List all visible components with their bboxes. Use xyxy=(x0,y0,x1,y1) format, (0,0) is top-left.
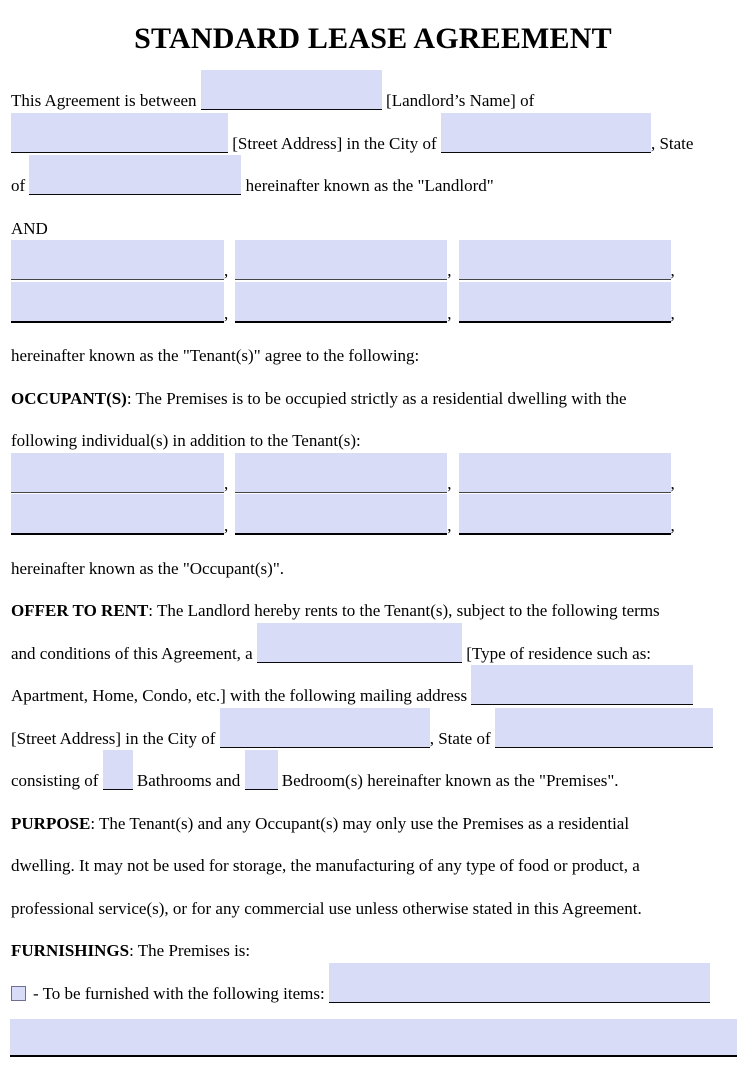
landlord-street-address-field[interactable] xyxy=(11,148,228,149)
offer-line-5-text-middle: Bathrooms and xyxy=(132,771,245,790)
furnished-option-label: - To be furnished with the following items: xyxy=(33,983,329,1003)
offer-line-5-text-before: consisting of xyxy=(11,771,103,790)
occupants-section xyxy=(11,378,735,591)
document-title: STANDARD LEASE AGREEMENT xyxy=(134,22,612,55)
offer-to-rent-section xyxy=(11,590,735,803)
offer-line-5 xyxy=(11,760,735,803)
bathrooms-count-field[interactable] xyxy=(103,785,133,786)
purpose-line-1-rest: : The Tenant(s) and any Occupant(s) may only use the Premises as a residential xyxy=(90,813,630,833)
occupant-name-field-6[interactable] xyxy=(459,530,671,531)
comma-separator: , xyxy=(224,473,229,493)
offer-line-2-text-after: [Type of residence such as: xyxy=(461,643,652,663)
comma-separator: , xyxy=(447,261,452,280)
offer-line-4-text-middle: , State of xyxy=(429,728,495,748)
premises-mailing-address-field[interactable] xyxy=(471,700,693,701)
tenant-fields-row-2 xyxy=(11,293,735,336)
offer-line-2-text-before: and conditions of this Agreement, a xyxy=(11,643,257,663)
tenant-name-field-3[interactable] xyxy=(459,275,671,276)
landlord-state-field[interactable] xyxy=(29,190,241,191)
tenant-name-field-6[interactable] xyxy=(459,318,671,319)
occupant-fields-row-2 xyxy=(11,505,735,548)
tenant-name-field-2[interactable] xyxy=(235,275,447,276)
purpose-heading: PURPOSE xyxy=(11,813,91,833)
offer-line-3-text-before: Apartment, Home, Condo, etc.] with the following mailing address xyxy=(11,686,472,705)
landlord-name-field[interactable] xyxy=(201,105,382,106)
premises-state-field[interactable] xyxy=(495,743,713,744)
intro-line-3-text-after: hereinafter known as the "Landlord" xyxy=(241,176,494,195)
purpose-line-2: dwelling. It may not be used for storage, the manufacturing of any type of food or product, a xyxy=(11,856,640,875)
comma-separator: , xyxy=(224,516,229,535)
occupant-name-field-5[interactable] xyxy=(235,530,447,531)
offer-line-4-text-before: [Street Address] in the City of xyxy=(11,728,220,748)
comma-separator: , xyxy=(224,261,229,280)
tenant-name-field-4[interactable] xyxy=(11,318,224,319)
occupants-line-1 xyxy=(11,378,735,421)
intro-line-2-text-middle: [Street Address] in the City of xyxy=(228,133,441,153)
premises-city-field[interactable] xyxy=(220,743,430,744)
intro-line-1-text-after: [Landlord’s Name] of xyxy=(381,91,535,110)
furnishings-heading: FURNISHINGS xyxy=(11,941,130,960)
tenant-name-field-5[interactable] xyxy=(235,318,447,319)
landlord-city-field[interactable] xyxy=(441,148,651,149)
furnished-items-field[interactable] xyxy=(329,998,710,999)
intro-line-1-text-before: This Agreement is between xyxy=(11,91,201,110)
occupant-name-field-4[interactable] xyxy=(11,530,224,531)
comma-separator: , xyxy=(670,516,675,535)
tenant-tail-text: hereinafter known as the "Tenant(s)" agree to the following: xyxy=(11,346,420,365)
and-separator: AND xyxy=(11,218,48,238)
comma-separator: , xyxy=(224,303,229,323)
furnished-items-field-2[interactable] xyxy=(10,1019,737,1057)
furnished-checkbox[interactable] xyxy=(11,986,26,1001)
offer-line-5-text-after: Bedroom(s) hereinafter known as the "Premises". xyxy=(277,771,619,790)
furnished-option-line xyxy=(11,973,735,1016)
comma-separator: , xyxy=(670,303,675,323)
occupants-heading: OCCUPANT(S) xyxy=(11,388,127,408)
purpose-section xyxy=(11,803,735,931)
intro-line-2-text-after: , State xyxy=(650,133,694,153)
occupant-name-field-3[interactable] xyxy=(459,488,671,489)
occupants-tail-text: hereinafter known as the "Occupant(s)". xyxy=(11,558,285,578)
residence-type-field[interactable] xyxy=(257,658,462,659)
comma-separator: , xyxy=(670,261,675,280)
furnishings-line-1-rest: : The Premises is: xyxy=(129,941,251,960)
offer-heading: OFFER TO RENT xyxy=(11,601,149,620)
comma-separator: , xyxy=(670,473,675,493)
intro-line-3-text-before: of xyxy=(11,176,30,195)
tenant-name-field-1[interactable] xyxy=(11,275,224,276)
occupant-name-field-2[interactable] xyxy=(235,488,447,489)
bedrooms-count-field[interactable] xyxy=(245,785,278,786)
furnishings-section xyxy=(11,930,735,1057)
comma-separator: , xyxy=(447,303,452,323)
occupants-line-1-rest: : The Premises is to be occupied strictly as a residential dwelling with the xyxy=(126,388,627,408)
tenant-fields-grid xyxy=(11,250,735,378)
landlord-intro-paragraph xyxy=(11,80,735,250)
purpose-line-1 xyxy=(11,803,735,846)
offer-line-1-rest: : The Landlord hereby rents to the Tenant(s), subject to the following terms xyxy=(148,601,660,620)
comma-separator: , xyxy=(447,516,452,535)
occupants-line-2: following individual(s) in addition to the Tenant(s): xyxy=(11,431,361,450)
purpose-line-3: professional service(s), or for any commercial use unless otherwise stated in this Agreement. xyxy=(11,898,642,918)
comma-separator: , xyxy=(447,473,452,493)
intro-line-3 xyxy=(11,165,735,208)
occupant-name-field-1[interactable] xyxy=(11,488,224,489)
